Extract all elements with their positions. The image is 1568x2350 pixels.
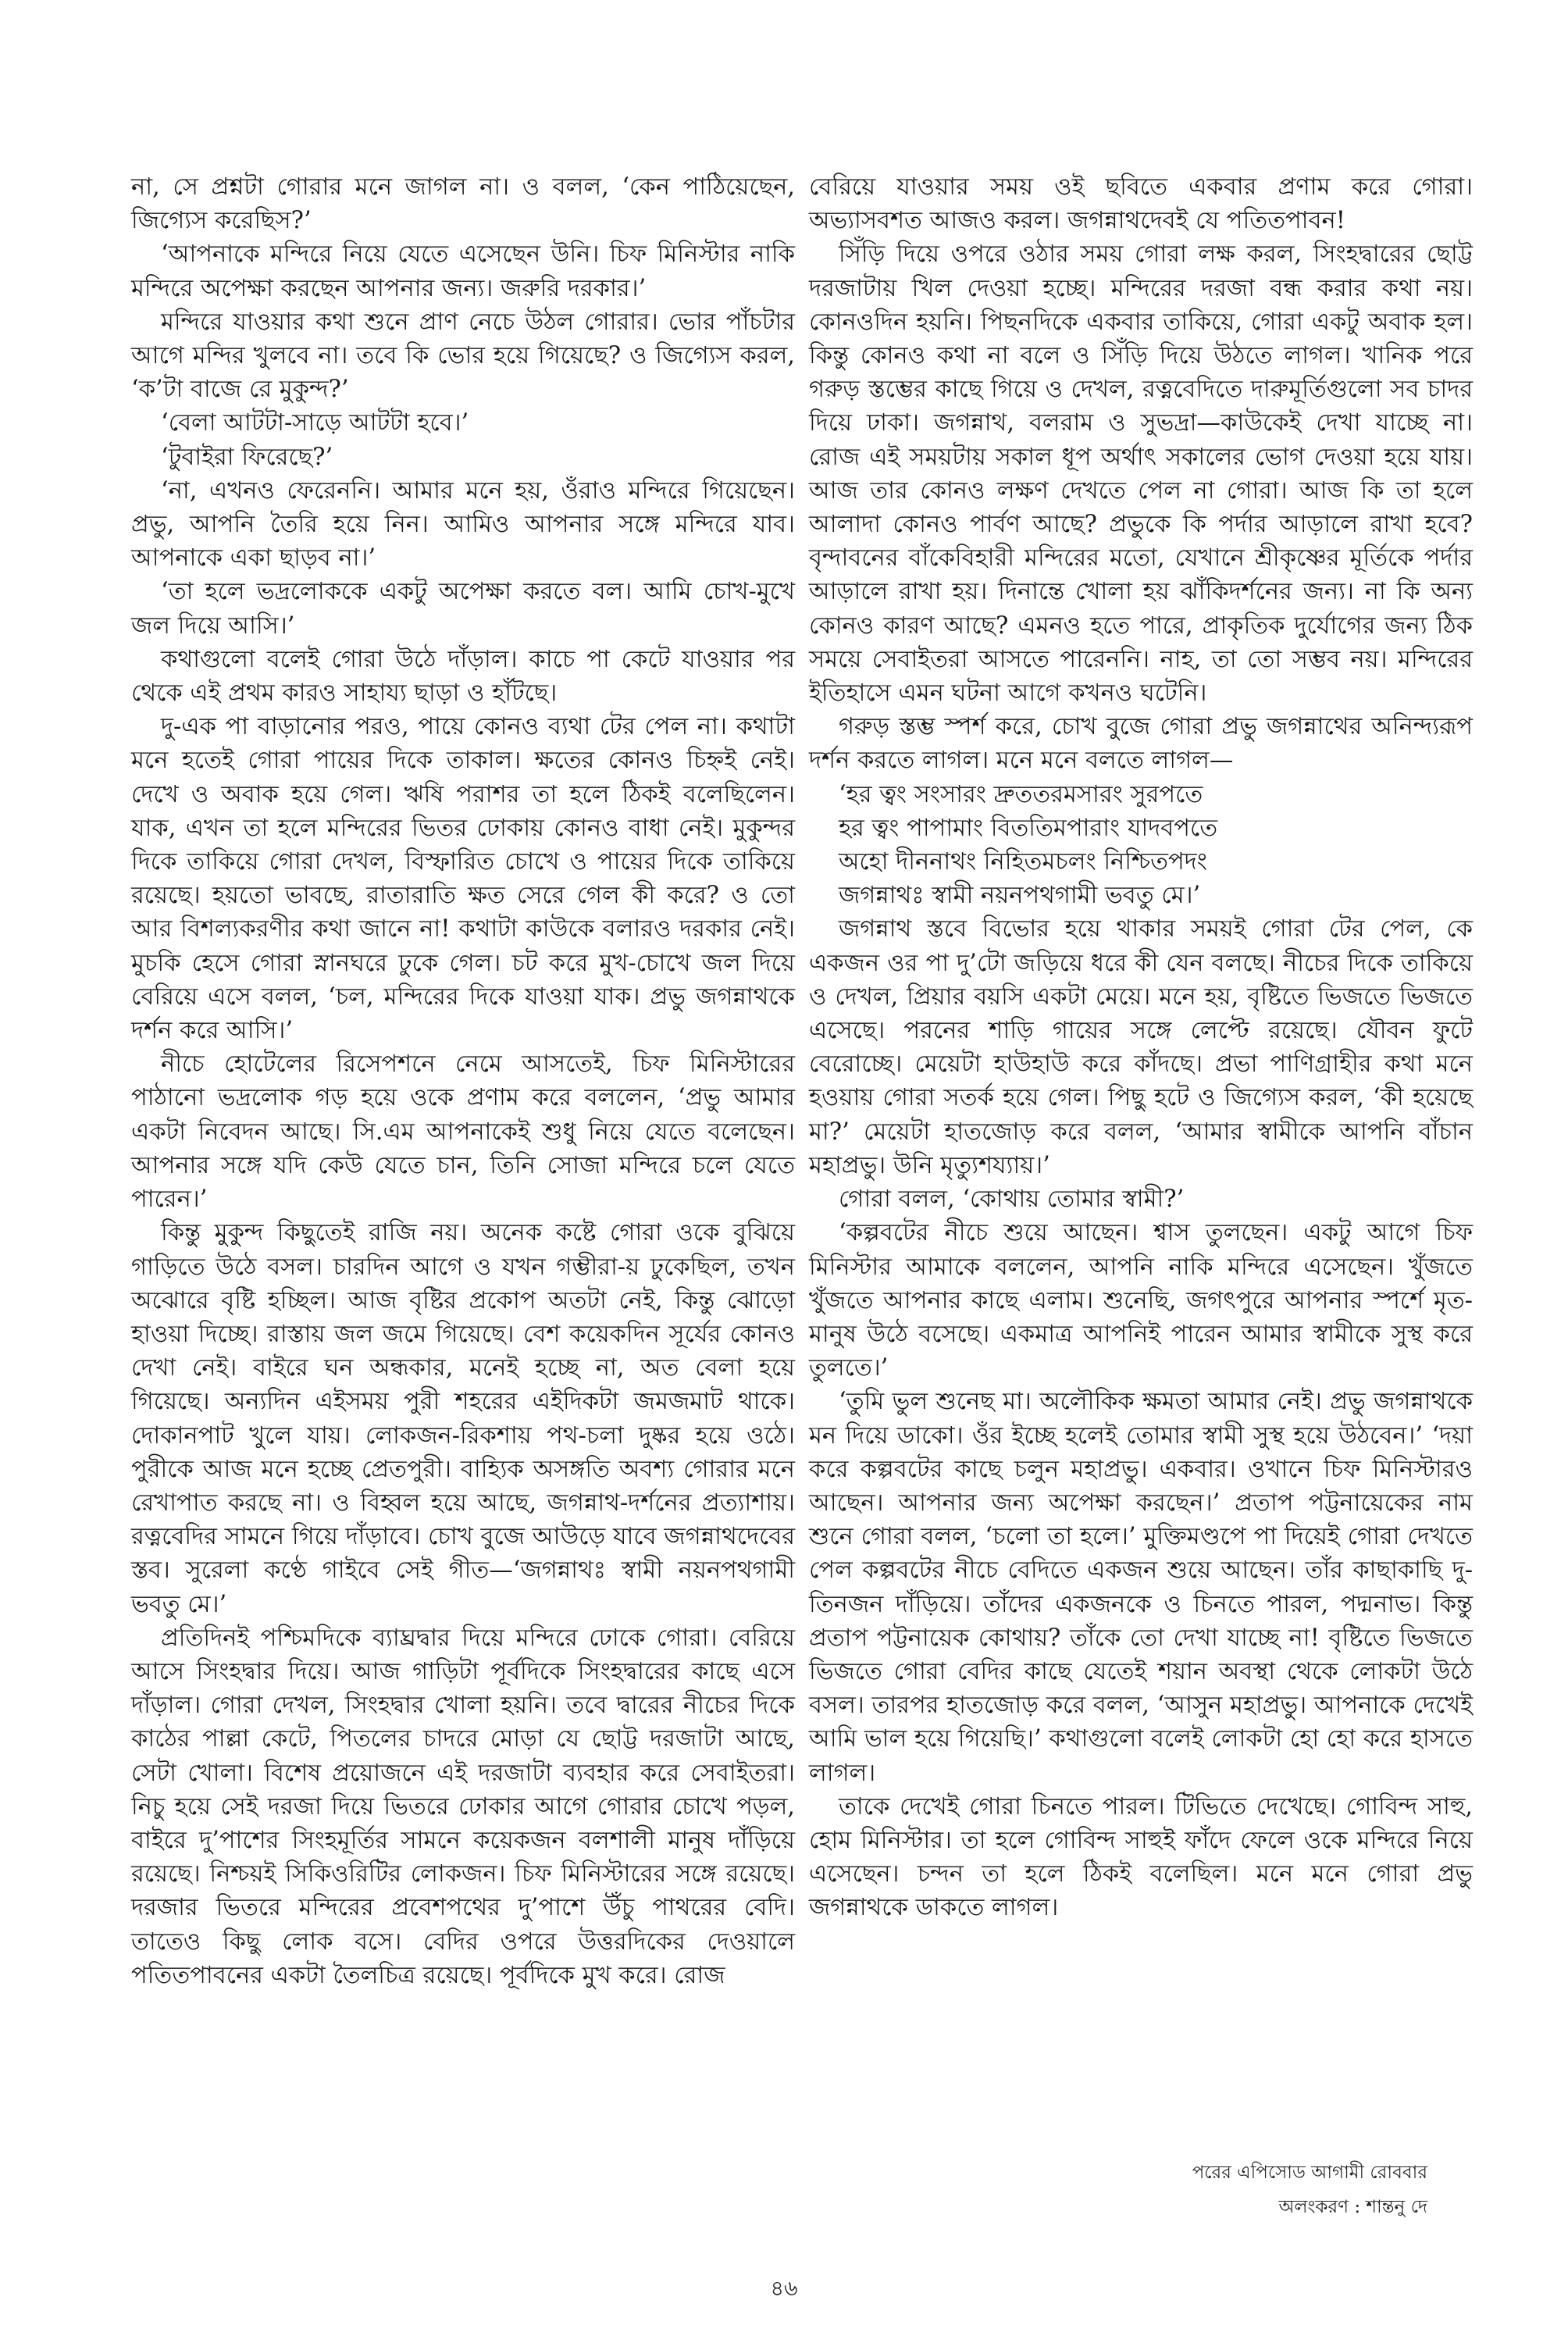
paragraph: ‘আপনাকে মন্দিরে নিয়ে যেতে এসেছেন উনি। চিফ মিনিস্টার নাকি মন্দিরে অপেক্ষা করছেন আপনার জন্য। জরুরি দরকার।’ (131, 241, 795, 302)
verse-line: অহো দীননাথং নিহিতমচলং নিশ্চিতপদং (839, 848, 1207, 876)
paragraph: বেরিয়ে যাওয়ার সময় ওই ছবিতে একবার প্রণাম করে গোরা। অভ্যাসবশত আজও করল। জগন্নাথদেবই যে পতিতপাবন! (809, 173, 1473, 235)
paragraph: মন্দিরে যাওয়ার কথা শুনে প্রাণ নেচে উঠল গোরার। ভোর পাঁচটার আগে মন্দির খুলবে না। তবে কি ভোর হয়ে গিয়েছে? ও জিগ্যেস করল, ‘ক’টা বাজে রে মুকুন্দ?’ (131, 308, 795, 404)
paragraph: ‘টুবাইরা ফিরেছে?’ (161, 443, 333, 471)
paragraph: প্রতিদিনই পশ্চিমদিকে ব্যাঘ্রদ্বার দিয়ে মন্দিরে ঢোকে গোরা। বেরিয়ে আসে সিংহদ্বার দিয়ে। আজ গাড়িটা পূর্বদিকে সিংহদ্বারের কাছে এসে দাঁড়াল। গোরা দেখল, সিংহদ্বার খোলা হয়নি। তবে দ্বারের নীচের দিকে কাঠের পাল্লা কেটে, পিতলের চাদরে মোড়া যে ছোট্ট দরজাটা আছে, সেটা খোলা। বিশেষ প্রয়োজনে এই দরজাটা ব্যবহার করে সেবাইতরা। নিচু হয়ে সেই দরজা দিয়ে ভিতরে ঢোকার আগে গোরার চোখে পড়ল, বাইরে দু’পাশের সিংহমূর্তির সামনে কয়েকজন বলশালী মানুষ দাঁড়িয়ে রয়েছে। নিশ্চয়ই সিকিওরিটির লোকজন। চিফ মিনিস্টারের সঙ্গে রয়েছে। দরজার ভিতরে মন্দিরের প্রবেশপথের দু’পাশে উঁচু পাথরের বেদি। তাতেও কিছু লোক বসে। বেদির ওপরে উত্তরদিকের দেওয়ালে পতিতপাবনের একটা তৈলচিত্র রয়েছে। পূর্বদিকে মুখ করে। রোজ (131, 1624, 795, 1989)
illustration-credit: অলংকরণ : শান্তনু দে (1278, 2197, 1427, 2217)
paragraph: গোরা বলল, ‘কোথায় তোমার স্বামী?’ (839, 1186, 1185, 1214)
next-episode-note: পরের এপিসোড আগামী রোববার (1192, 2163, 1427, 2183)
verse-line: হর ত্বং পাপামাং বিততিমপারাং যাদবপতে (839, 814, 1218, 842)
credits (1192, 2156, 1427, 2224)
right-column (809, 170, 1473, 1925)
paragraph: জগন্নাথ স্তবে বিভোর হয়ে থাকার সময়ই গোরা টের পেল, কে একজন ওর পা দু’টো জড়িয়ে ধরে কী যেন বলছে। নীচের দিকে তাকিয়ে ও দেখল, প্রিয়ার বয়সি একটা মেয়ে। মনে হয়, বৃষ্টিতে ভিজতে ভিজতে এসেছে। পরনের শাড়ি গায়ের সঙ্গে লেপ্টে রয়েছে। যৌবন ফুটে বেরোচ্ছে। মেয়েটা হাউহাউ করে কাঁদছে। প্রভা পাণিগ্রাহীর কথা মনে হওয়ায় গোরা সতর্ক হয়ে গেল। পিছু হটে ও জিগ্যেস করল, ‘কী হয়েছে মা?’ মেয়েটা হাতজোড় করে বলল, ‘আমার স্বামীকে আপনি বাঁচান মহাপ্রভু। উনি মৃত্যুশয্যায়।’ (809, 915, 1473, 1179)
paragraph: ‘কল্পবটের নীচে শুয়ে আছেন। শ্বাস তুলছেন। একটু আগে চিফ মিনিস্টার আমাকে বললেন, আপনি নাকি মন্দিরে এসেছেন। খুঁজতে খুঁজতে আপনার কাছে এলাম। শুনেছি, জগৎপুরে আপনার স্পর্শে মৃত-মানুষ উঠে বসেছে। একমাত্র আপনিই পারেন আমার স্বামীকে সুস্থ করে তুলতে।’ (809, 1219, 1473, 1382)
paragraph: ‘না, এখনও ফেরেননি। আমার মনে হয়, ওঁরাও মন্দিরে গিয়েছেন। প্রভু, আপনি তৈরি হয়ে নিন। আমিও আপনার সঙ্গে মন্দিরে যাব। আপনাকে একা ছাড়ব না।’ (131, 476, 795, 572)
paragraph: দু-এক পা বাড়ানোর পরও, পায়ে কোনও ব্যথা টের পেল না। কথাটা মনে হতেই গোরা পায়ের দিকে তাকাল। ক্ষতের কোনও চিহ্নই নেই। দেখে ও অবাক হয়ে গেল। ঋষি পরাশর তা হলে ঠিকই বলেছিলেন। যাক, এখন তা হলে মন্দিরের ভিতর ঢোকায় কোনও বাধা নেই। মুকুন্দর দিকে তাকিয়ে গোরা দেখল, বিস্ফারিত চোখে ও পায়ের দিকে তাকিয়ে রয়েছে। হয়তো ভাবছে, রাতারাতি ক্ষত সেরে গেল কী করে? ও তো আর বিশল্যকরণীর কথা জানে না! কথাটা কাউকে বলারও দরকার নেই। মুচকি হেসে গোরা স্নানঘরে ঢুকে গেল। চট করে মুখ-চোখে জল দিয়ে বেরিয়ে এসে বলল, ‘চল, মন্দিরের দিকে যাওয়া যাক। প্রভু জগন্নাথকে দর্শন করে আসি।’ (131, 713, 795, 1045)
verse-line: ‘হর ত্বং সংসারং দ্রুততরমসারং সুরপতে (839, 780, 1203, 808)
paragraph: কিন্তু মুকুন্দ কিছুতেই রাজি নয়। অনেক কষ্টে গোরা ওকে বুঝিয়ে গাড়িতে উঠে বসল। চারদিন আগে ও যখন গম্ভীরা-য় ঢুকেছিল, তখন অঝোরে বৃষ্টি হচ্ছিল। আজ বৃষ্টির প্রকোপ অতটা নেই, কিন্তু ঝোড়ো হাওয়া দিচ্ছে। রাস্তায় জল জমে গিয়েছে। বেশ কয়েকদিন সূর্যের কোনও দেখা নেই। বাইরে ঘন অন্ধকার, মনেই হচ্ছে না, অত বেলা হয়ে গিয়েছে। অন্যদিন এইসময় পুরী শহরের এইদিকটা জমজমাট থাকে। দোকানপাট খুলে যায়। লোকজন-রিকশায় পথ-চলা দুষ্কর হয়ে ওঠে। পুরীকে আজ মনে হচ্ছে প্রেতপুরী। বাহ্যিক অসঙ্গতি অবশ্য গোরার মনে রেখাপাত করছে না। ও বিহ্বল হয়ে আছে, জগন্নাথ-দর্শনের প্রত্যাশায়। রত্নবেদির সামনে গিয়ে দাঁড়াবে। চোখ বুজে আউড়ে যাবে জগন্নাথদেবের স্তব। সুরেলা কণ্ঠে গাইবে সেই গীত—‘জগন্নাথঃ স্বামী নয়নপথগামী ভবতু মে।’ (131, 1219, 795, 1618)
page-number: ৪৬ (770, 2277, 798, 2301)
paragraph: ‘বেলা আটটা-সাড়ে আটটা হবে।’ (161, 409, 469, 437)
paragraph: ‘তা হলে ভদ্রলোককে একটু অপেক্ষা করতে বল। আমি চোখ-মুখে জল দিয়ে আসি।’ (131, 578, 795, 640)
paragraph: না, সে প্রশ্নটা গোরার মনে জাগল না। ও বলল, ‘কেন পাঠিয়েছেন, জিগ্যেস করেছিস?’ (131, 173, 795, 235)
paragraph: নীচে হোটেলের রিসেপশনে নেমে আসতেই, চিফ মিনিস্টারের পাঠানো ভদ্রলোক গড় হয়ে ওকে প্রণাম করে বললেন, ‘প্রভু আমার একটা নিবেদন আছে। সি.এম আপনাকেই শুধু নিয়ে যেতে বলেছেন। আপনার সঙ্গে যদি কেউ যেতে চান, তিনি সোজা মন্দিরে চলে যেতে পারেন।’ (131, 1050, 795, 1214)
left-column (131, 170, 795, 1992)
paragraph: গরুড় স্তম্ভ স্পর্শ করে, চোখ বুজে গোরা প্রভু জগন্নাথের অনিন্দ্যরূপ দর্শন করতে লাগল। মনে মনে বলতে লাগল— (809, 713, 1473, 775)
verse-line: জগন্নাথঃ স্বামী নয়নপথগামী ভবতু মে।’ (839, 882, 1201, 910)
paragraph: সিঁড়ি দিয়ে ওপরে ওঠার সময় গোরা লক্ষ করল, সিংহদ্বারের ছোট্ট দরজাটায় খিল দেওয়া হচ্ছে। মন্দিরের দরজা বন্ধ করার কথা নয়। কোনওদিন হয়নি। পিছনদিকে একবার তাকিয়ে, গোরা একটু অবাক হল। কিন্তু কোনও কথা না বলে ও সিঁড়ি দিয়ে উঠতে লাগল। খানিক পরে গরুড় স্তম্ভের কাছে গিয়ে ও দেখল, রত্নবেদিতে দারুমূর্তিগুলো সব চাদর দিয়ে ঢাকা। জগন্নাথ, বলরাম ও সুভদ্রা—কাউকেই দেখা যাচ্ছে না। রোজ এই সময়টায় সকাল ধূপ অর্থাৎ সকালের ভোগ দেওয়া হয়ে যায়। আজ তার কোনও লক্ষণ দেখতে পেল না গোরা। আজ কি তা হলে আলাদা কোনও পার্বণ আছে? প্রভুকে কি পর্দার আড়ালে রাখা হবে? বৃন্দাবনের বাঁকেবিহারী মন্দিরের মতো, যেখানে শ্রীকৃষ্ণের মূর্তিকে পর্দার আড়ালে রাখা হয়। দিনান্তে খোলা হয় ঝাঁকিদর্শনের জন্য। না কি অন্য কোনও কারণ আছে? এমনও হতে পারে, প্রাকৃতিক দুর্যোগের জন্য ঠিক সময়ে সেবাইতরা আসতে পারেননি। নাহ, তা তো সম্ভব নয়। মন্দিরের ইতিহাসে এমন ঘটনা আগে কখনও ঘটেনি। (809, 241, 1473, 708)
paragraph: তাকে দেখেই গোরা চিনতে পারল। টিভিতে দেখেছে। গোবিন্দ সাহু, হোম মিনিস্টার। তা হলে গোবিন্দ সাহুই ফাঁদে ফেলে ওকে মন্দিরে নিয়ে এসেছেন। চন্দন তা হলে ঠিকই বলেছিল। মনে মনে গোরা প্রভু জগন্নাথকে ডাকতে লাগল। (809, 1792, 1473, 1922)
paragraph: ‘তুমি ভুল শুনেছ মা। অলৌকিক ক্ষমতা আমার নেই। প্রভু জগন্নাথকে মন দিয়ে ডাকো। ওঁর ইচ্ছে হলেই তোমার স্বামী সুস্থ হয়ে উঠবেন।’ ‘দয়া করে কল্পবটের কাছে চলুন মহাপ্রভু। একবার। ওখানে চিফ মিনিস্টারও আছেন। আপনার জন্য অপেক্ষা করছেন।’ প্রতাপ পট্টনায়েকের নাম শুনে গোরা বলল, ‘চলো তা হলে।’ মুক্তিমণ্ডপে পা দিয়েই গোরা দেখতে পেল কল্পবটের নীচে বেদিতে একজন শুয়ে আছেন। তাঁর কাছাকাছি দু-তিনজন দাঁড়িয়ে। তাঁদের একজনকে ও চিনতে পারল, পদ্মনাভ। কিন্তু প্রতাপ পট্টনায়েক কোথায়? তাঁকে তো দেখা যাচ্ছে না! বৃষ্টিতে ভিজতে ভিজতে গোরা বেদির কাছে যেতেই শয়ান অবস্থা থেকে লোকটা উঠে বসল। তারপর হাতজোড় করে বলল, ‘আসুন মহাপ্রভু। আপনাকে দেখেই আমি ভাল হয়ে গিয়েছি।’ কথাগুলো বলেই লোকটা হো হো করে হাসতে লাগল। (809, 1388, 1474, 1787)
hymn-verse (809, 778, 1473, 913)
paragraph: কথাগুলো বলেই গোরা উঠে দাঁড়াল। কাচে পা কেটে যাওয়ার পর থেকে এই প্রথম কারও সাহায্য ছাড়া ও হাঁটছে। (131, 645, 795, 708)
